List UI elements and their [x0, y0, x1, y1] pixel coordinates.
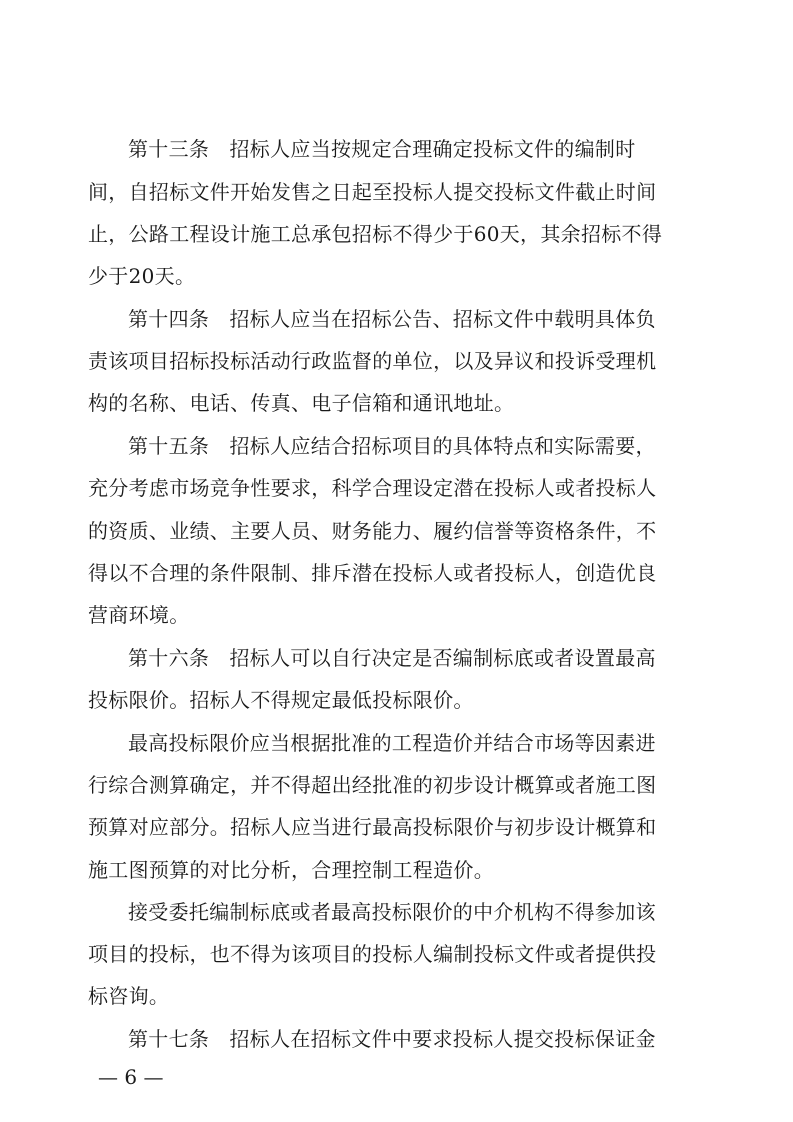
text-line: 接受委托编制标底或者最高投标限价的中介机构不得参加该: [128, 900, 656, 924]
text-line: 充分考虑市场竞争性要求，科学合理设定潜在投标人或者投标人: [88, 476, 657, 500]
text-line: 的资质、业绩、主要人员、财务能力、履约信誉等资格条件，不: [88, 519, 657, 543]
page-number: — 6 —: [98, 1065, 164, 1089]
text-line: 得以不合理的条件限制、排斥潜在投标人或者投标人，创造优良: [88, 561, 657, 585]
text-line: 施工图预算的对比分析，合理控制工程造价。: [88, 858, 494, 882]
text-line: 第十四条 招标人应当在招标公告、招标文件中载明具体负: [128, 307, 656, 331]
text-line: 项目的投标，也不得为该项目的投标人编制投标文件或者提供投: [88, 942, 657, 966]
text-line: 标咨询。: [88, 984, 170, 1008]
text-line: 间，自招标文件开始发售之日起至投标人提交投标文件截止时间: [88, 180, 657, 204]
text-line: 责该项目招标投标活动行政监督的单位，以及异议和投诉受理机: [88, 349, 657, 373]
text-line: 最高投标限价应当根据批准的工程造价并结合市场等因素进: [128, 731, 656, 755]
text-line: 第十三条 招标人应当按规定合理确定投标文件的编制时: [128, 137, 636, 161]
text-line: 第十七条 招标人在招标文件中要求投标人提交投标保证金: [128, 1027, 656, 1051]
text-line: 投标限价。招标人不得规定最低投标限价。: [88, 688, 474, 712]
text-line: 营商环境。: [88, 603, 190, 627]
text-line: 少于20天。: [88, 264, 196, 288]
text-line: 第十五条 招标人应结合招标项目的具体特点和实际需要，: [128, 434, 656, 458]
text-line: 第十六条 招标人可以自行决定是否编制标底或者设置最高: [128, 646, 656, 670]
text-line: 构的名称、电话、传真、电子信箱和通讯地址。: [88, 391, 515, 415]
text-line: 预算对应部分。招标人应当进行最高投标限价与初步设计概算和: [88, 815, 657, 839]
text-line: 行综合测算确定，并不得超出经批准的初步设计概算或者施工图: [88, 773, 657, 797]
text-line: 止，公路工程设计施工总承包招标不得少于60天，其余招标不得: [88, 222, 663, 246]
